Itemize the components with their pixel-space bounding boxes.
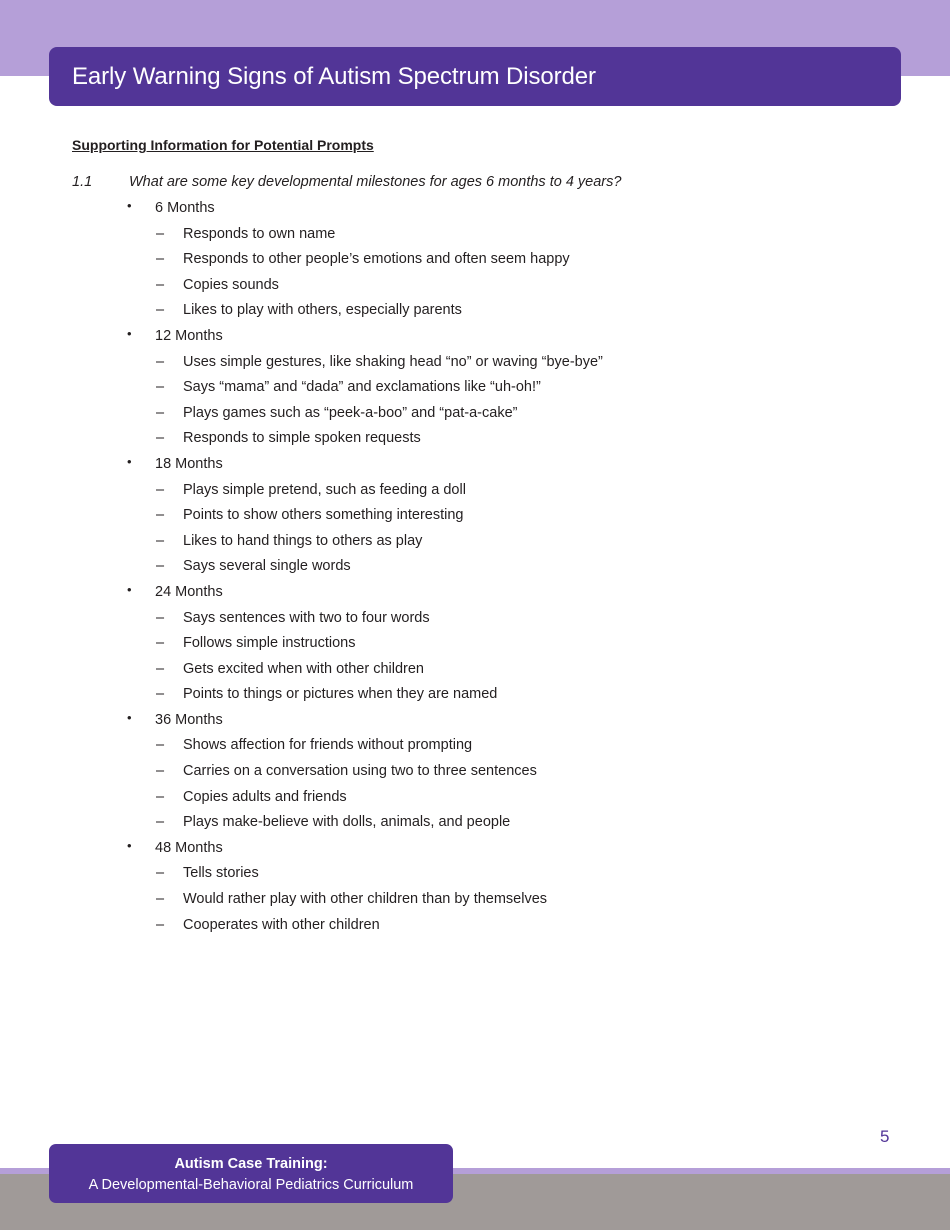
list-item <box>0 426 950 452</box>
bullet-marker: • <box>127 709 132 725</box>
question-text: What are some key developmental milestones for ages 6 months to 4 years? <box>129 174 622 190</box>
dash-marker: – <box>156 251 165 268</box>
milestone-age: 48 Months <box>155 839 223 856</box>
bullet-marker: • <box>127 453 132 469</box>
milestone-item: Uses simple gestures, like shaking head “no” or waving “bye-bye” <box>183 353 603 370</box>
bullet-marker: • <box>127 198 132 213</box>
milestone-item: Shows affection for friends without prompting <box>183 737 473 754</box>
dash-marker: – <box>156 916 165 933</box>
list-item <box>0 350 950 376</box>
list-item <box>0 631 950 657</box>
list-item <box>0 913 950 939</box>
milestone-age: 6 Months <box>155 200 215 216</box>
list-item <box>0 682 950 708</box>
milestone-group <box>0 708 950 836</box>
dash-marker: – <box>156 302 165 319</box>
list-item <box>0 401 950 427</box>
list-item <box>0 733 950 759</box>
dash-marker: – <box>156 353 165 370</box>
milestone-item: Carries on a conversation using two to three sentences <box>183 763 537 780</box>
milestone-item: Copies sounds <box>183 276 279 293</box>
milestone-item: Says sentences with two to four words <box>183 609 430 626</box>
milestone-age: 12 Months <box>155 327 223 344</box>
list-item <box>0 554 950 580</box>
footer-subtitle: A Developmental-Behavioral Pediatrics Curriculum <box>88 1177 414 1193</box>
dash-marker: – <box>156 865 165 882</box>
dash-marker: – <box>156 379 165 396</box>
dash-marker: – <box>156 635 165 652</box>
list-item <box>0 478 950 504</box>
milestone-item: Responds to own name <box>183 225 336 242</box>
list-item <box>0 657 950 683</box>
question <box>72 174 621 190</box>
milestone-age: 36 Months <box>155 711 223 728</box>
milestone-group <box>0 580 950 708</box>
milestone-item: Copies adults and friends <box>183 788 347 805</box>
bullet-marker: • <box>127 581 132 597</box>
milestone-item: Points to things or pictures when they are named <box>183 686 498 703</box>
milestone-item: Cooperates with other children <box>183 916 380 933</box>
milestone-item: Follows simple instructions <box>183 635 356 652</box>
milestone-item: Would rather play with other children than by themselves <box>183 891 548 908</box>
list-item <box>0 810 950 836</box>
dash-marker: – <box>156 404 165 421</box>
milestone-group <box>0 196 950 324</box>
list-item <box>0 785 950 811</box>
footer-title: Autism Case Training: <box>174 1156 328 1172</box>
list-item <box>0 759 950 785</box>
dash-marker: – <box>156 558 165 575</box>
dash-marker: – <box>156 660 165 677</box>
milestone-group <box>0 452 950 580</box>
list-item <box>0 606 950 632</box>
milestone-group <box>0 324 950 452</box>
question-number: 1.1 <box>72 174 93 190</box>
milestone-item: Responds to other people’s emotions and often seem happy <box>183 251 570 268</box>
dash-marker: – <box>156 609 165 626</box>
milestone-item: Responds to simple spoken requests <box>183 430 421 447</box>
milestone-list <box>0 196 950 938</box>
milestone-item: Likes to play with others, especially parents <box>183 302 462 319</box>
dash-marker: – <box>156 737 165 754</box>
milestone-item: Plays simple pretend, such as feeding a doll <box>183 481 466 498</box>
milestone-item: Tells stories <box>183 865 259 882</box>
milestone-item: Plays games such as “peek-a-boo” and “pat-a-cake” <box>183 404 518 421</box>
milestone-group <box>0 836 950 938</box>
bullet-marker: • <box>127 325 132 341</box>
dash-marker: – <box>156 225 165 242</box>
milestone-item: Likes to hand things to others as play <box>183 532 423 549</box>
dash-marker: – <box>156 686 165 703</box>
title-bar <box>49 47 901 106</box>
milestone-age: 24 Months <box>155 583 223 600</box>
milestone-item: Says “mama” and “dada” and exclamations like “uh-oh!” <box>183 379 541 396</box>
list-item <box>0 887 950 913</box>
dash-marker: – <box>156 788 165 805</box>
milestone-item: Points to show others something interesting <box>183 507 464 524</box>
dash-marker: – <box>156 276 165 293</box>
section-heading: Supporting Information for Potential Prompts <box>72 137 374 153</box>
milestone-age: 18 Months <box>155 455 223 472</box>
dash-marker: – <box>156 532 165 549</box>
page-title: Early Warning Signs of Autism Spectrum Disorder <box>72 62 596 90</box>
list-item <box>0 375 950 401</box>
footer-box <box>49 1144 453 1203</box>
list-item <box>0 529 950 555</box>
list-item <box>0 222 950 248</box>
list-item <box>0 298 950 324</box>
list-item <box>0 861 950 887</box>
milestone-item: Gets excited when with other children <box>183 660 424 677</box>
dash-marker: – <box>156 814 165 831</box>
dash-marker: – <box>156 507 165 524</box>
dash-marker: – <box>156 430 165 447</box>
milestone-item: Says several single words <box>183 558 351 575</box>
bullet-marker: • <box>127 837 132 853</box>
list-item <box>0 273 950 299</box>
dash-marker: – <box>156 891 165 908</box>
page-number: 5 <box>880 1127 890 1146</box>
dash-marker: – <box>156 763 165 780</box>
list-item <box>0 247 950 273</box>
milestone-item: Plays make-believe with dolls, animals, and people <box>183 814 511 831</box>
list-item <box>0 503 950 529</box>
dash-marker: – <box>156 481 165 498</box>
